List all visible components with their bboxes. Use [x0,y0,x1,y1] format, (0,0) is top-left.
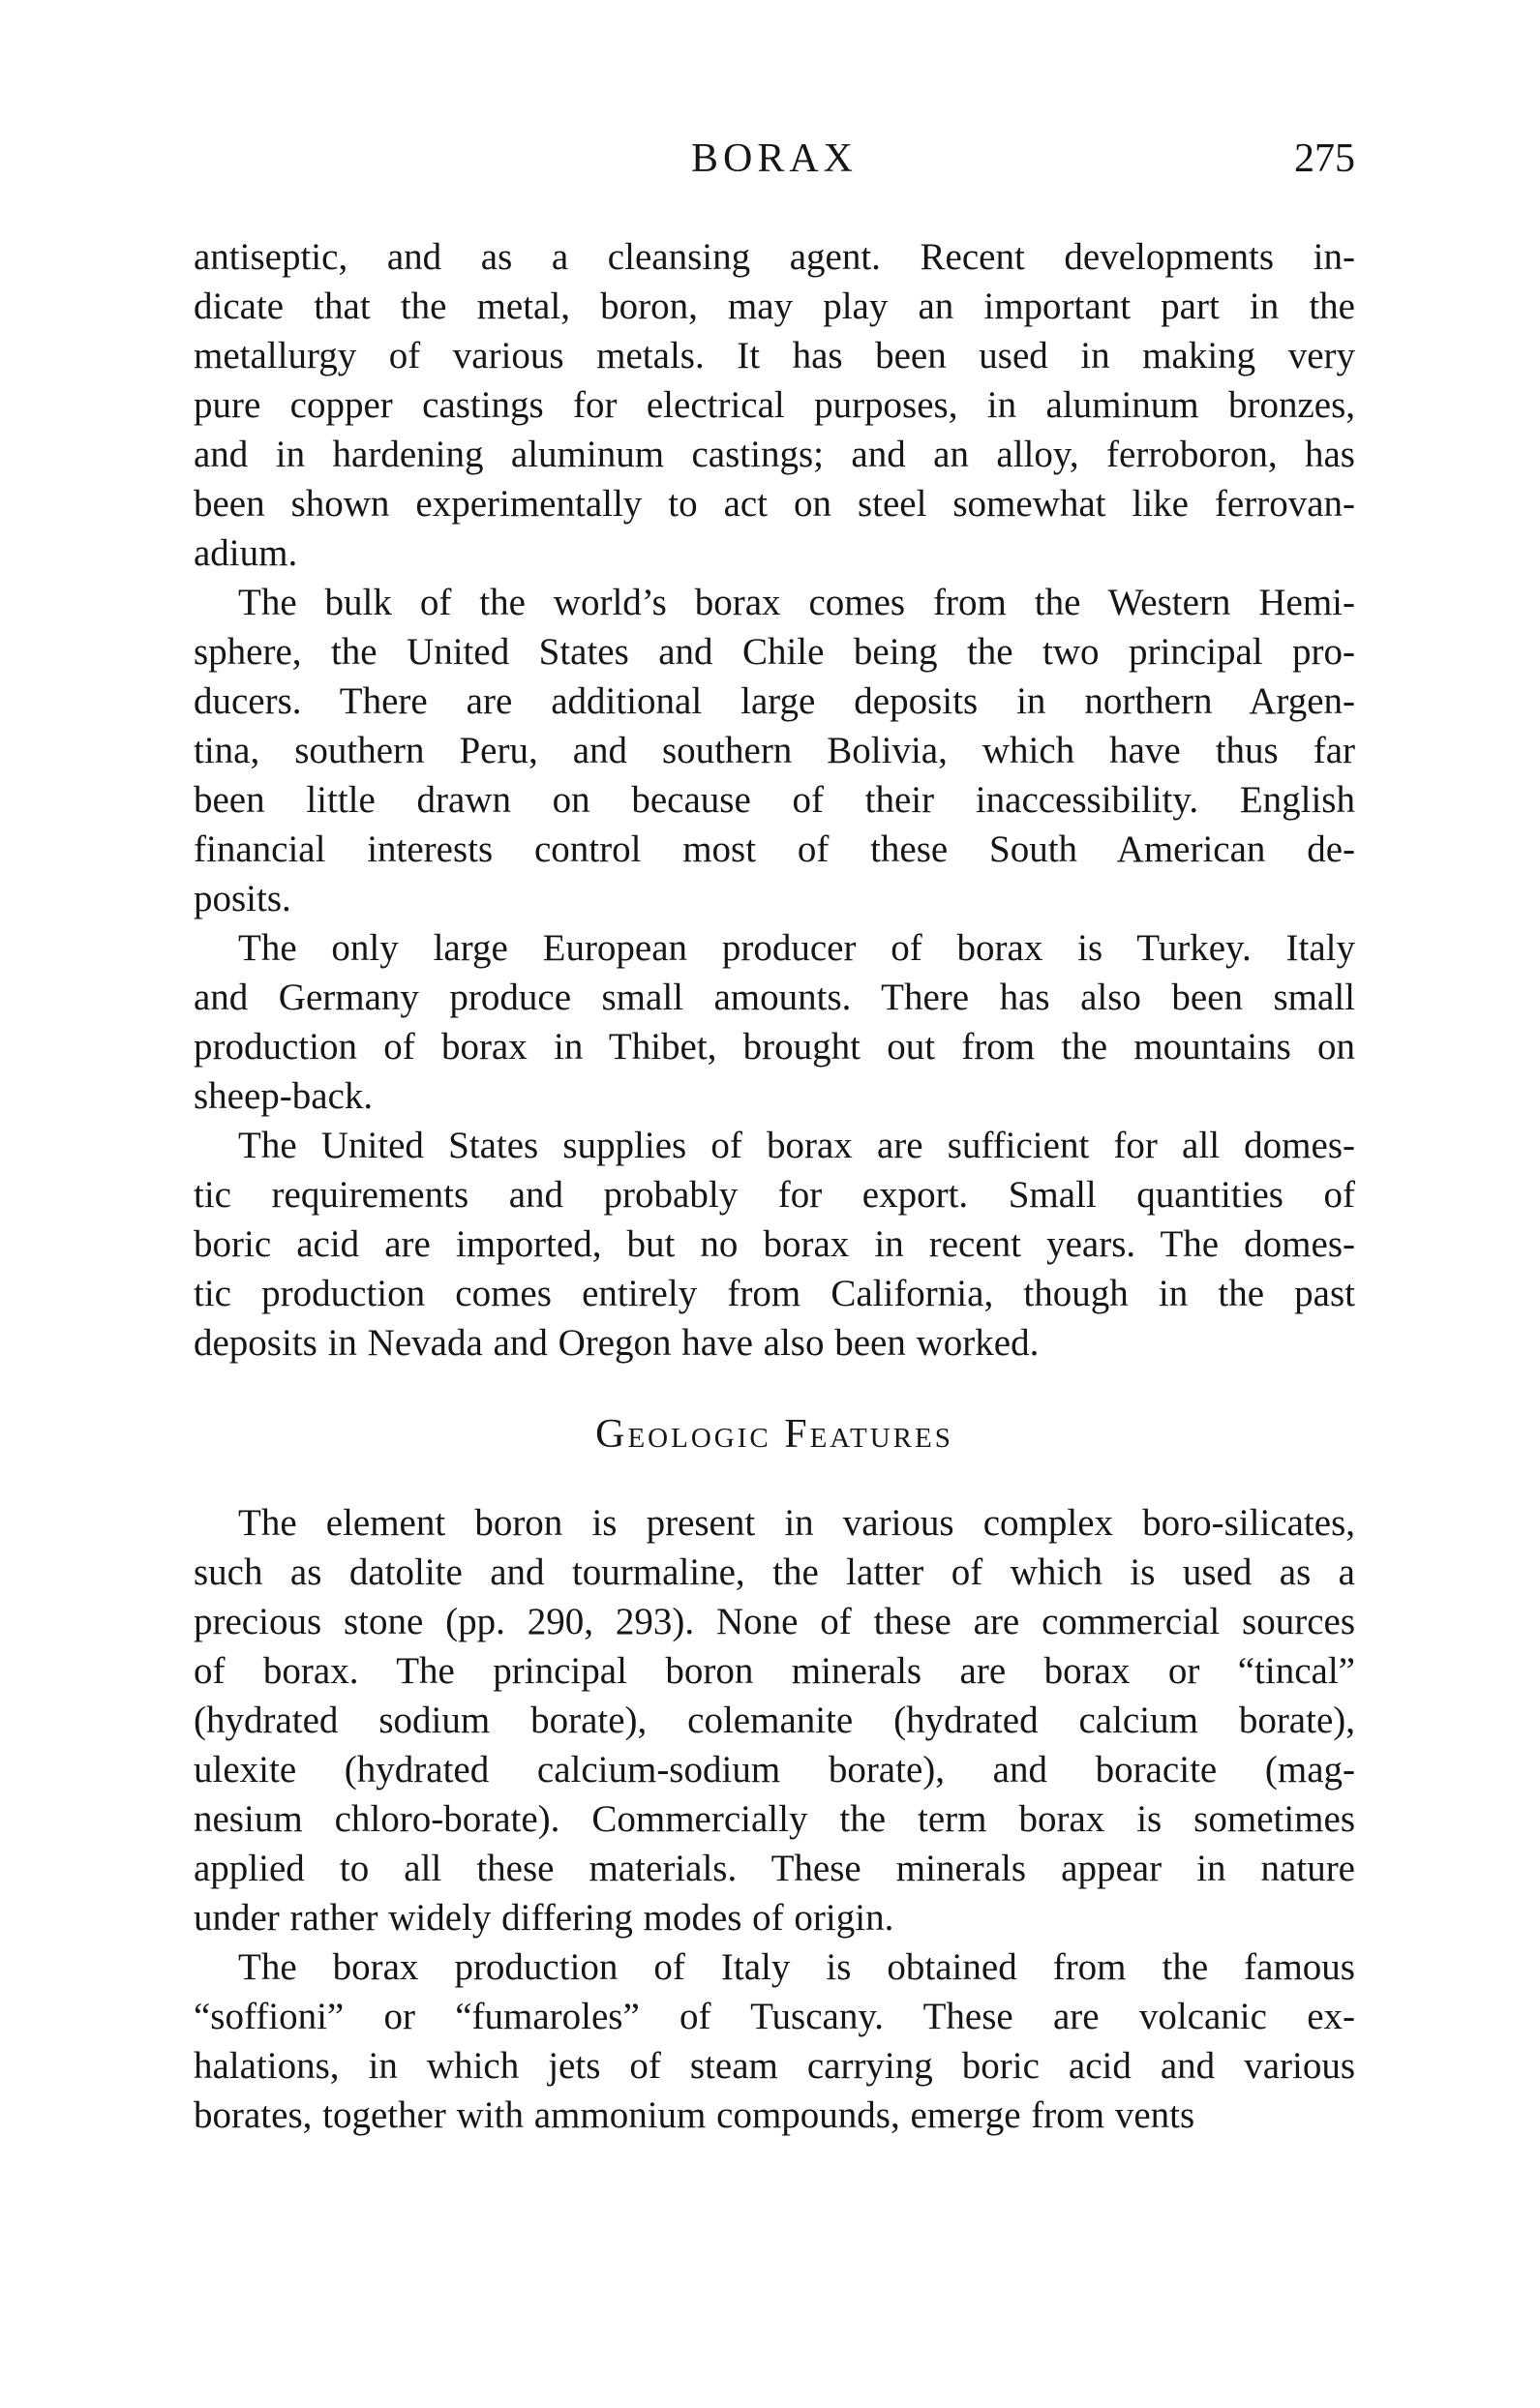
text-line: “soffioni” or “fumaroles” of Tuscany. These are volcanic ex- [194,1996,1355,2037]
text-line: and in hardening aluminum castings; and an alloy, ferroboron, has [194,434,1355,475]
text-line: production of borax in Thibet, brought out from the mountains on [194,1026,1355,1068]
text-line: The only large European producer of borax is Turkey. Italy [238,927,1355,969]
text-line: posits. [194,878,291,919]
text-line: The element boron is present in various complex boro-silicates, [238,1502,1355,1544]
text-line: been shown experimentally to act on steel somewhat like ferrovan- [194,483,1355,525]
paragraph [194,1942,1355,2140]
text-line: The bulk of the world’s borax comes from the Western Hemi- [238,582,1355,623]
page-content [194,232,1355,2140]
page-number: 275 [1294,136,1355,181]
text-line: sheep-back. [194,1075,374,1117]
running-title: BORAX [690,136,859,181]
text-line: and Germany produce small amounts. There has also been small [194,977,1355,1018]
text-line: such as datolite and tourmaline, the latter of which is used as a [194,1551,1355,1593]
text-line: precious stone (pp. 290, 293). None of these are commercial sources [194,1601,1355,1642]
text-line: The United States supplies of borax are sufficient for all domes- [238,1125,1355,1166]
text-line: boric acid are imported, but no borax in recent years. The domes- [194,1223,1355,1265]
text-line: under rather widely differing modes of origin. [194,1897,894,1939]
section-heading: Geologic Features [595,1412,953,1457]
paragraph [194,1498,1355,1942]
paragraph [194,923,1355,1121]
text-line: pure copper castings for electrical purposes, in aluminum bronzes, [194,384,1355,426]
text-line: halations, in which jets of steam carrying boric acid and various [194,2045,1355,2087]
text-line: borates, together with ammonium compounds, emerge from vents [194,2094,1195,2136]
text-line: financial interests control most of these South American de- [194,828,1355,870]
text-line: of borax. The principal boron minerals are borax or “tincal” [194,1650,1355,1692]
text-line: metallurgy of various metals. It has been used in making very [194,335,1355,376]
text-line: nesium chloro-borate). Commercially the term borax is sometimes [194,1798,1355,1840]
text-line: applied to all these materials. These minerals appear in nature [194,1848,1355,1889]
text-line: sphere, the United States and Chile being the two principal pro- [194,631,1355,673]
text-line: adium. [194,532,298,574]
text-line: ducers. There are additional large deposits in northern Argen- [194,680,1355,722]
text-line: dicate that the metal, boron, may play an important part in the [194,286,1355,327]
text-line: deposits in Nevada and Oregon have also been worked. [194,1322,1040,1364]
text-line: antiseptic, and as a cleansing agent. Recent developments in- [194,236,1355,278]
text-line: ulexite (hydrated calcium-sodium borate), and boracite (mag- [194,1749,1355,1791]
page-header [194,135,1355,182]
text-line: tic production comes entirely from California, though in the past [194,1273,1355,1314]
text-line: been little drawn on because of their inaccessibility. English [194,779,1355,821]
paragraph [194,578,1355,923]
paragraph [194,1121,1355,1368]
text-line: (hydrated sodium borate), colemanite (hydrated calcium borate), [194,1700,1355,1741]
text-line: The borax production of Italy is obtained from the famous [238,1946,1355,1988]
text-line: tic requirements and probably for export. Small quantities of [194,1174,1355,1216]
text-line: tina, southern Peru, and southern Bolivia, which have thus far [194,730,1355,771]
paragraph [194,232,1355,578]
